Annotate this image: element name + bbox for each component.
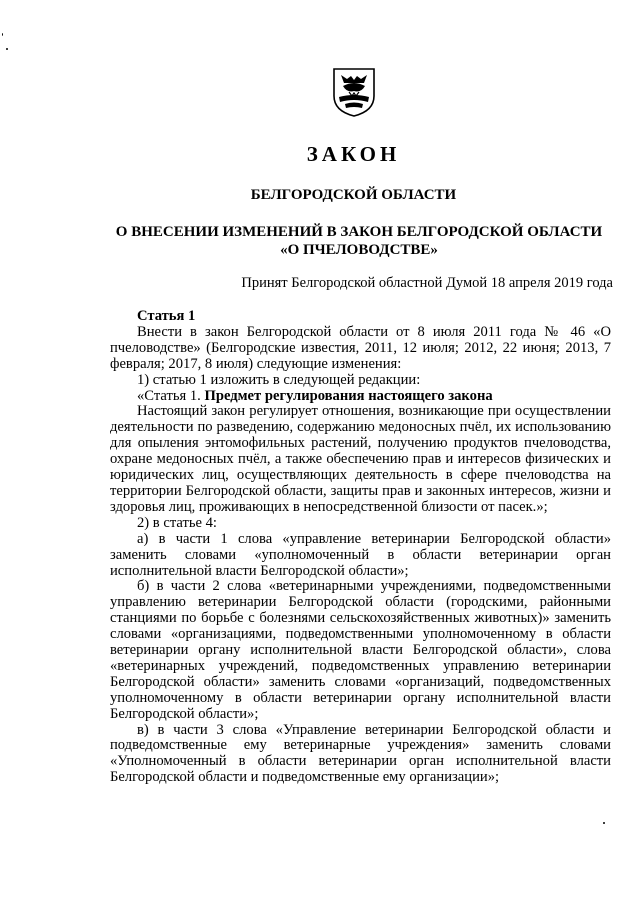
law-title-line-1: О ВНЕСЕНИИ ИЗМЕНЕНИЙ В ЗАКОН БЕЛГОРОДСКОЙ ОБЛАСТИ xyxy=(115,224,603,240)
scan-speck xyxy=(2,33,3,36)
quoted-article-prefix: «Статья 1. xyxy=(137,387,205,404)
item-1: 1) статью 1 изложить в следующей редакции: xyxy=(137,371,421,388)
quoted-article-text: Настоящий закон регулирует отношения, возникающие при осуществлении деятельности по разведению, содержанию медоносных пчёл, их использованию для опыления энтомофильных растений, получению продуктов пчеловодства, охране медоносных пчёл, а также обеспечению прав и интересов физических и юридических лиц, осуществляющих деятельность в сфере пчеловодства на территории Белгородской области, защиты прав и законных интересов, жизни и здоровья лиц, проживающих в непосредственной близости от пасек.»; xyxy=(110,403,611,515)
document-subtitle: БЕЛГОРОДСКОЙ ОБЛАСТИ xyxy=(250,187,457,203)
document-body xyxy=(110,309,611,786)
item-2: 2) в статье 4: xyxy=(137,514,217,531)
scan-speck xyxy=(603,822,605,824)
article-intro: Внести в закон Белгородской области от 8 июля 2011 года № 46 «О пчеловодстве» (Белгородские известия, 2011, 12 июля; 2012, 22 июня; 2013, 7 февраля; 2017, 8 июля) следующие изменения: xyxy=(110,323,611,372)
belgorod-coat-of-arms-icon xyxy=(331,66,377,118)
quoted-article-title: Предмет регулирования настоящего закона xyxy=(204,387,493,404)
subitem-v: в) в части 3 слова «Управление ветеринарии Белгородской области и подведомственные ему ветеринарные учреждения» заменить словами «Уполномоченный в области ветеринарии орган исполнительной власти Белгородской области и подведомственные ему организации»; xyxy=(110,721,611,786)
scan-speck xyxy=(6,48,8,50)
document-title: ЗАКОН xyxy=(306,142,401,166)
adoption-note: Принят Белгородской областной Думой 18 апреля 2019 года xyxy=(241,275,613,291)
law-title-line-2: «О ПЧЕЛОВОДСТВЕ» xyxy=(280,242,438,258)
quoted-article-heading xyxy=(110,389,611,405)
article-heading: Статья 1 xyxy=(137,308,196,324)
subitem-b: б) в части 2 слова «ветеринарными учреждениями, подведомственными управлению ветеринарии Белгородской области (городскими, районными станциями по борьбе с болезнями сельскохозяйственных животных)» заменить словами «организациями, подведомственными уполномоченному в области ветеринарии органу исполнительной власти Белгородской области», слова «ветеринарных учреждений, подведомственных управлению ветеринарии Белгородской области» заменить словами «организаций, подведомственных уполномоченному в области ветеринарии органу исполнительной власти Белгородской области»; xyxy=(110,578,611,722)
subitem-a: а) в части 1 слова «управление ветеринарии Белгородской области» заменить словами «уполномоченный в области ветеринарии орган исполнительной власти Белгородской области»; xyxy=(110,530,611,579)
law-title xyxy=(0,223,640,259)
